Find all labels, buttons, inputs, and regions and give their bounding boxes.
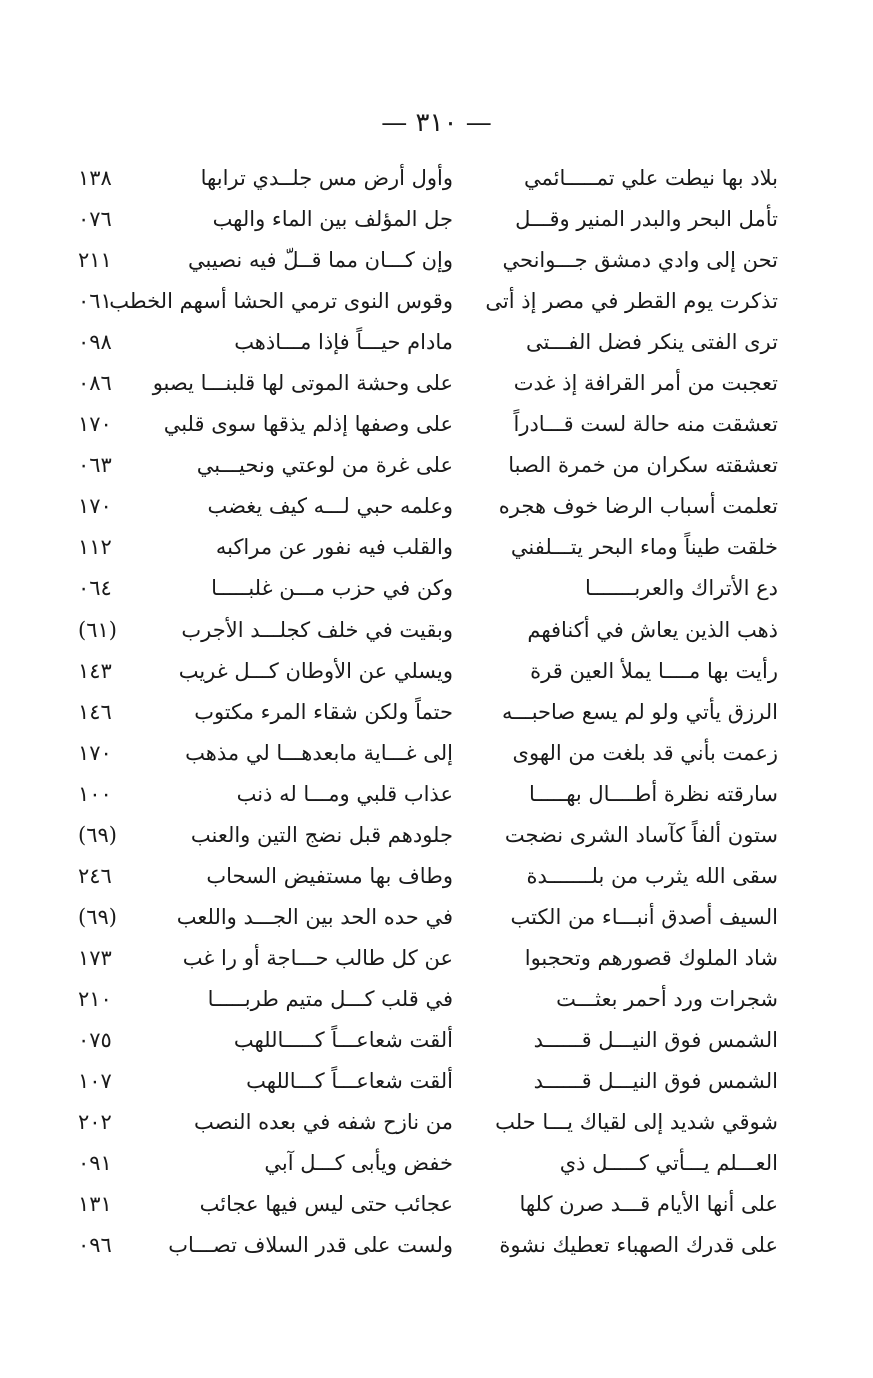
- second-hemistich: والقلب فيه نفور عن مراكبه: [215, 535, 453, 560]
- first-hemistich: تذكرت يوم القطر في مصر إذ أتى: [485, 289, 778, 314]
- first-hemistich: رأيت بها مــــا يملأ العين قرة: [530, 658, 778, 683]
- verse-index: [78, 158, 778, 1266]
- second-hemistich: مادام حيـــاً فإذا مـــاذهب: [234, 330, 453, 355]
- second-hemistich: في قلب كـــل متيم طربـــــا: [207, 986, 453, 1011]
- first-hemistich: شاد الملوك قصورهم وتحجبوا: [524, 945, 778, 970]
- page-reference: ٠٦١: [78, 289, 112, 314]
- page-reference: ١٧٠: [78, 412, 112, 437]
- first-hemistich: دع الأتراك والعربـــــــا: [584, 576, 778, 601]
- second-hemistich: وإن كـــان مما قــلّ فيه نصيبي: [188, 248, 453, 273]
- verse-row: [78, 1061, 778, 1102]
- verse-row: [78, 527, 778, 568]
- second-hemistich: ألقت شعاعـــاً كـــــاللهب: [233, 1027, 453, 1052]
- verse-row: [78, 240, 778, 281]
- first-hemistich: ستون ألفاً كآساد الشرى نضجت: [504, 822, 778, 847]
- second-hemistich: جلودهم قبل نضج التين والعنب: [190, 822, 453, 847]
- verse-row: [78, 692, 778, 733]
- page-reference: ١٧٣: [78, 945, 112, 970]
- second-hemistich: جل المؤلف بين الماء والهب: [212, 207, 453, 232]
- page-reference: ٠٩٨: [78, 330, 112, 355]
- verse-row: [78, 815, 778, 856]
- page-reference: (٦٩): [78, 822, 117, 847]
- first-hemistich: تعجبت من أمر القرافة إذ غدت: [513, 371, 778, 396]
- verse-row: [78, 445, 778, 486]
- verse-row: [78, 733, 778, 774]
- page-reference: ٠٨٦: [78, 371, 112, 396]
- first-hemistich: خلقت طيناً وماء البحر يتـــلفني: [510, 535, 778, 560]
- page-reference: ٠٩٦: [78, 1233, 112, 1258]
- first-hemistich: ترى الفتى ينكر فضل الفـــتى: [526, 330, 778, 355]
- second-hemistich: عذاب قلبي ومـــا له ذنب: [236, 781, 453, 806]
- second-hemistich: إلى غـــاية مابعدهـــا لي مذهب: [185, 740, 453, 765]
- verse-row: [78, 404, 778, 445]
- second-hemistich: وطاف بها مستفيض السحاب: [206, 863, 453, 888]
- first-hemistich: تأمل البحر والبدر المنير وقـــل: [515, 207, 778, 232]
- verse-row: [78, 486, 778, 527]
- page-reference: (٦٩): [78, 904, 117, 929]
- page-reference: ٢١١: [78, 248, 112, 273]
- first-hemistich: على أنها الأيام قـــد صرن كلها: [519, 1192, 778, 1217]
- page-reference: ٢٤٦: [78, 863, 112, 888]
- page-reference: ٠٧٥: [78, 1027, 112, 1052]
- page-reference: ١٧٠: [78, 740, 112, 765]
- page-reference: ٠٩١: [78, 1151, 112, 1176]
- first-hemistich: زعمت بأني قد بلغت من الهوى: [512, 740, 778, 765]
- verse-row: [78, 568, 778, 609]
- second-hemistich: على وصفها إذلم يذقها سوى قلبي: [163, 412, 453, 437]
- second-hemistich: وقوس النوى ترمي الحشا أسهم الخطب: [109, 289, 453, 314]
- second-hemistich: وأول أرض مس جلــدي ترابها: [200, 166, 453, 190]
- verse-row: [78, 897, 778, 938]
- page-reference: ١١٢: [78, 535, 112, 560]
- second-hemistich: عن كل طالب حـــاجة أو را غب: [182, 945, 453, 970]
- verse-row: [78, 1102, 778, 1143]
- verse-row: [78, 979, 778, 1020]
- first-hemistich: ذهب الذين يعاش في أكنافهم: [527, 617, 778, 642]
- verse-row: [78, 1143, 778, 1184]
- first-hemistich: سارقته نظرة أطــــال بهـــــا: [529, 781, 778, 806]
- first-hemistich: شجرات ورد أحمر بعثـــت: [556, 986, 778, 1011]
- verse-row: [78, 281, 778, 322]
- page-reference: ١٤٦: [78, 699, 112, 724]
- verse-row: [78, 322, 778, 363]
- second-hemistich: عجائب حتى ليس فيها عجائب: [199, 1192, 453, 1217]
- verse-row: [78, 158, 778, 199]
- second-hemistich: ويسلي عن الأوطان كـــل غريب: [178, 658, 453, 683]
- page-reference: ٢٠٢: [78, 1110, 112, 1135]
- verse-row: [78, 1225, 778, 1266]
- page-reference: ١٣١: [78, 1192, 112, 1217]
- page-reference: ١٤٣: [78, 658, 112, 683]
- second-hemistich: خفض ويأبى كـــل آبي: [264, 1151, 453, 1176]
- first-hemistich: العـــلم يـــأتي كـــــل ذي: [559, 1151, 778, 1176]
- page-reference: ٠٦٤: [78, 576, 112, 601]
- page-reference: ٠٧٦: [78, 207, 112, 232]
- first-hemistich: الشمس فوق النيـــل قــــــد: [533, 1069, 778, 1094]
- first-hemistich: تحن إلى وادي دمشق جـــوانحي: [502, 248, 778, 273]
- second-hemistich: وكن في حزب مـــن غلبـــــا: [211, 576, 453, 601]
- first-hemistich: تعلمت أسباب الرضا خوف هجره: [498, 494, 778, 519]
- second-hemistich: حتماً ولكن شقاء المرء مكتوب: [194, 699, 453, 724]
- verse-row: [78, 610, 778, 651]
- page-reference: ١٠٠: [78, 781, 112, 806]
- first-hemistich: تعشقته سكران من خمرة الصبا: [508, 453, 778, 478]
- second-hemistich: وبقيت في خلف كجلـــد الأجرب: [181, 617, 453, 642]
- second-hemistich: على وحشة الموتى لها قلبنـــا يصبو: [152, 371, 453, 396]
- verse-row: [78, 1020, 778, 1061]
- verse-row: [78, 1184, 778, 1225]
- first-hemistich: الرزق يأتي ولو لم يسع صاحبـــه: [501, 699, 778, 724]
- second-hemistich: ولست على قدر السلاف تصـــاب: [168, 1233, 453, 1258]
- verse-row: [78, 199, 778, 240]
- page-reference: ١٣٨: [78, 166, 112, 190]
- second-hemistich: من نازح شفه في بعده النصب: [194, 1110, 453, 1135]
- page-reference: ١٠٧: [78, 1069, 112, 1094]
- verse-row: [78, 651, 778, 692]
- second-hemistich: وعلمه حبي لـــه كيف يغضب: [207, 494, 453, 519]
- second-hemistich: ألقت شعاعـــاً كـــاللهب: [246, 1069, 453, 1094]
- page-reference: (٦١): [78, 617, 117, 642]
- verse-row: [78, 774, 778, 815]
- verse-row: [78, 938, 778, 979]
- second-hemistich: في حده الحد بين الجـــد واللعب: [176, 904, 453, 929]
- page-reference: ٠٦٣: [78, 453, 112, 478]
- page-reference: ١٧٠: [78, 494, 112, 519]
- verse-row: [78, 856, 778, 897]
- first-hemistich: بلاد بها نيطت علي تمـــــائمي: [524, 166, 778, 190]
- second-hemistich: على غرة من لوعتي ونحيـــبي: [196, 453, 453, 478]
- first-hemistich: شوقي شديد إلى لقياك يـــا حلب: [495, 1110, 778, 1135]
- page-number: — ٣١٠ —: [381, 108, 492, 138]
- first-hemistich: الشمس فوق النيـــل قــــــد: [533, 1027, 778, 1052]
- first-hemistich: السيف أصدق أنبـــاء من الكتب: [510, 904, 778, 929]
- verse-row: [78, 363, 778, 404]
- first-hemistich: سقى الله يثرب من بلـــــــدة: [526, 863, 778, 888]
- first-hemistich: على قدرك الصهباء تعطيك نشوة: [499, 1233, 778, 1258]
- page-reference: ٢١٠: [78, 986, 112, 1011]
- first-hemistich: تعشقت منه حالة لست قـــادراً: [513, 412, 778, 437]
